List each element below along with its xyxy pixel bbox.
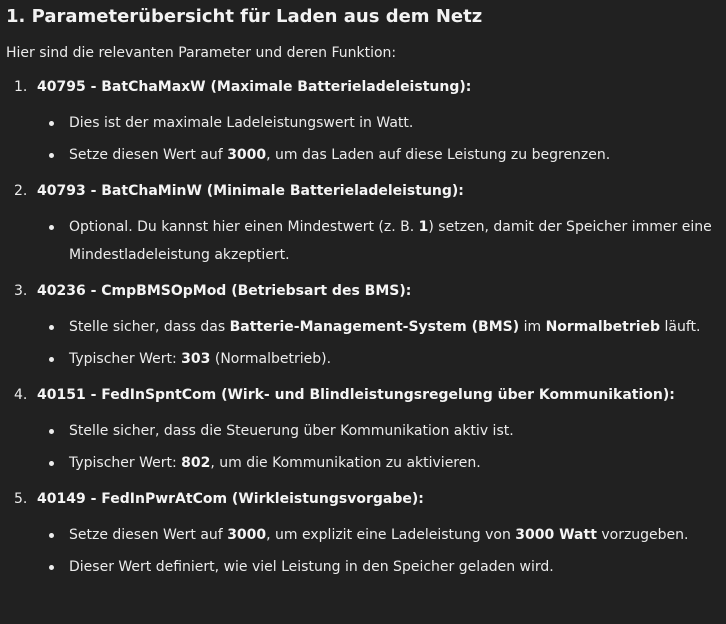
bullet-text: im [519,319,546,335]
bullet-text: Dies ist der maximale Ladeleistungswert in Watt. [69,115,414,131]
bullet-list [37,109,726,169]
bullet-text: , um das Laden auf diese Leistung zu begrenzen. [266,147,611,163]
bullet-text: Setze diesen Wert auf [69,527,228,543]
bold-text: 3000 Watt [515,527,597,543]
intro-text: Hier sind die relevanten Parameter und deren Funktion: [6,45,397,61]
parameter-description: (Maximale Batterieladeleistung): [205,79,472,95]
bullet-item [37,109,726,137]
parameter-item [6,69,726,169]
bullet-text: Stelle sicher, dass das [69,319,230,335]
bullet-text: vorzugeben. [596,527,689,543]
bullet-list [37,213,726,269]
parameter-heading [14,69,726,105]
list-number: 5. [14,491,28,507]
parameter-name: 40236 - CmpBMSOpMod [37,283,227,299]
bullet-list [37,521,726,581]
parameter-item [6,273,726,373]
bold-text: Batterie-Management-System (BMS) [229,319,520,335]
bullet-item [37,553,726,581]
parameter-heading [14,173,726,209]
section-heading: 1. Parameterübersicht für Laden aus dem Netz [6,6,483,27]
parameter-description: (Minimale Batterieladeleistung): [201,183,464,199]
parameter-description: (Wirk- und Blindleistungsregelung über Kommunikation): [216,387,675,403]
bullet-text: Optional. Du kannst hier einen Mindestwert (z. B. [69,219,419,235]
bold-text: 3000 [227,527,267,543]
parameter-name: 40151 - FedInSpntCom [37,387,217,403]
bullet-text: läuft. [660,319,701,335]
bold-text: 802 [181,455,211,471]
parameter-heading [14,481,726,517]
bullet-item [37,345,726,373]
parameter-heading [14,377,726,413]
parameter-heading [14,273,726,309]
bullet-text: Typischer Wert: [69,455,182,471]
parameter-name: 40793 - BatChaMinW [37,183,202,199]
parameter-description: (Betriebsart des BMS): [226,283,412,299]
bullet-list [37,313,726,373]
bold-text: 3000 [227,147,267,163]
bullet-item [37,313,726,341]
parameter-name: 40149 - FedInPwrAtCom [37,491,228,507]
bullet-text: Stelle sicher, dass die Steuerung über Kommunikation aktiv ist. [69,423,514,439]
bullet-item [37,141,726,169]
bullet-text: Setze diesen Wert auf [69,147,228,163]
parameter-item [6,377,726,477]
parameter-list [6,69,726,581]
bullet-text: (Normalbetrieb). [210,351,332,367]
bullet-item [37,417,726,445]
bullet-text: , um explizit eine Ladeleistung von [266,527,516,543]
list-number: 2. [14,183,28,199]
bold-text: 1 [418,219,429,235]
parameter-item [6,481,726,581]
bullet-text: Typischer Wert: [69,351,182,367]
bullet-text: , um die Kommunikation zu aktivieren. [210,455,481,471]
parameter-description: (Wirkleistungsvorgabe): [227,491,424,507]
bold-text: Normalbetrieb [545,319,661,335]
bullet-item [37,521,726,549]
bullet-item [37,213,726,269]
bullet-list [37,417,726,477]
list-number: 4. [14,387,28,403]
list-number: 3. [14,283,28,299]
bullet-item [37,449,726,477]
parameter-item [6,173,726,269]
bold-text: 303 [181,351,211,367]
bullet-text: Dieser Wert definiert, wie viel Leistung in den Speicher geladen wird. [69,559,554,575]
parameter-name: 40795 - BatChaMaxW [37,79,206,95]
list-number: 1. [14,79,28,95]
bullet-text: ) setzen, damit der Speicher immer eine Mindestladeleistung akzeptiert. [69,219,712,263]
